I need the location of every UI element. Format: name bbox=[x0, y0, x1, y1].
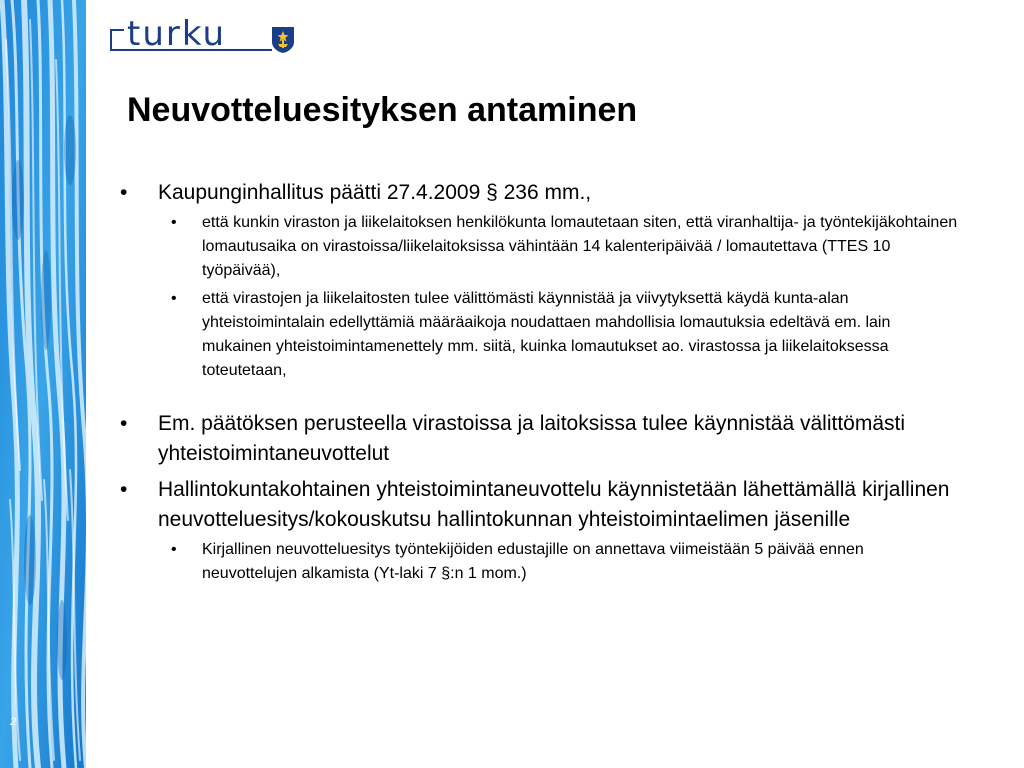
bullet-text: Em. päätöksen perusteella virastoissa ja laitoksissa tulee käynnistää välittömästi yhteistoimintaneuvottelut bbox=[158, 412, 906, 465]
logo-frame bbox=[110, 29, 124, 51]
sub-bullet-list bbox=[158, 211, 958, 383]
sub-bullet-text: että kunkin viraston ja liikelaitoksen henkilökunta lomautetaan siten, että viranhaltija- ja työntekijäkohtainen lomautusaika on virastoissa/liikelaitoksissa vähintään 14 kalenteripäivää / lomautettava (TTES 10 työpäivää), bbox=[202, 214, 958, 279]
turku-crest-icon bbox=[271, 26, 295, 54]
sub-bullet-item bbox=[158, 287, 958, 383]
bullet-dot: • bbox=[120, 412, 128, 435]
sub-bullet-dot: • bbox=[171, 214, 177, 231]
sub-bullet-list bbox=[158, 538, 958, 586]
slide-title: Neuvotteluesityksen antaminen bbox=[127, 91, 638, 129]
bullet-item bbox=[118, 178, 958, 383]
bullet-item bbox=[118, 475, 958, 586]
bullet-item bbox=[118, 409, 958, 469]
logo-wordmark: turku bbox=[127, 14, 227, 54]
bullet-text: Kaupunginhallitus päätti 27.4.2009 § 236 mm., bbox=[158, 181, 592, 204]
decorative-side-strip bbox=[0, 0, 86, 768]
sub-bullet-item bbox=[158, 211, 958, 283]
bullet-list bbox=[118, 178, 958, 586]
sub-bullet-item bbox=[158, 538, 958, 586]
water-pattern-graphic bbox=[0, 0, 86, 768]
turku-logo bbox=[110, 14, 300, 58]
bullet-text: Hallintokuntakohtainen yhteistoimintaneuvottelu käynnistetään lähettämällä kirjallinen neuvotteluesitys/kokouskutsu hallintokunnan yhteistoimintaelimen jäsenille bbox=[158, 478, 950, 531]
bullet-dot: • bbox=[120, 181, 128, 204]
bullet-dot: • bbox=[120, 478, 128, 501]
sub-bullet-text: Kirjallinen neuvotteluesitys työntekijöiden edustajille on annettava viimeistään 5 päivää ennen neuvottelujen alkamista (Yt-laki 7 §:n 1 mom.) bbox=[202, 541, 864, 582]
page-number: 2 bbox=[10, 716, 17, 728]
slide-content bbox=[118, 178, 958, 590]
sub-bullet-dot: • bbox=[171, 290, 177, 307]
sub-bullet-text: että virastojen ja liikelaitosten tulee välittömästi käynnistää ja viivytyksettä käydä kunta-alan yhteistoimintalain edellyttämiä määräaikoja noudattaen mahdollisia lomautuksia edeltävä em. lain mukainen yhteistoimintamenettely mm. siitä, kuinka lomautukset ao. virastossa ja liikelaitoksessa toteutetaan, bbox=[202, 290, 891, 379]
sub-bullet-dot: • bbox=[171, 541, 177, 558]
